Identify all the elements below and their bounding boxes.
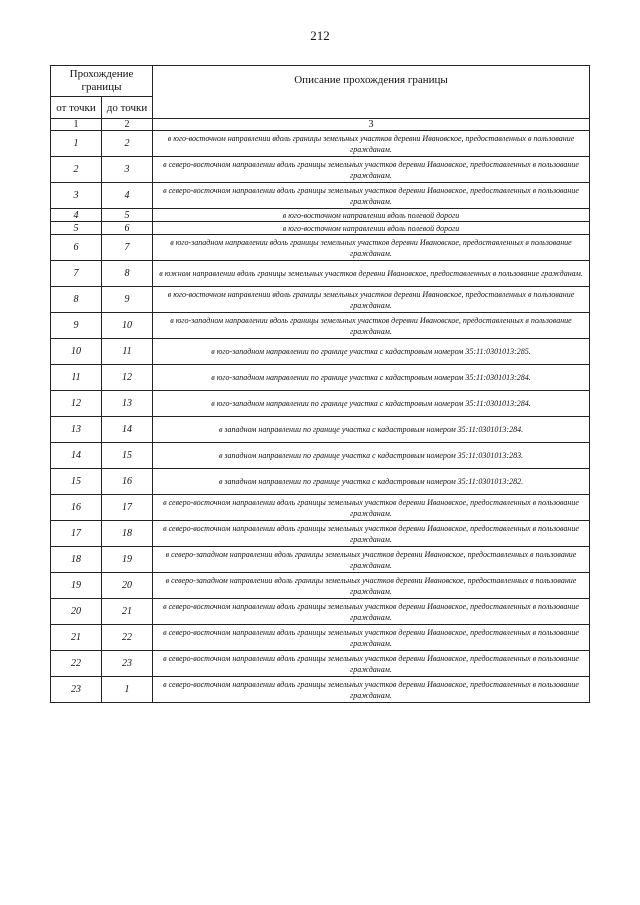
to-point-cell: 17 [102,495,153,521]
table-row [51,157,590,183]
to-point-cell: 14 [102,417,153,443]
table-row [51,365,590,391]
column-number: 2 [102,119,153,131]
from-point-cell: 1 [51,131,102,157]
table-header [51,66,590,131]
table-row [51,651,590,677]
to-point-cell: 6 [102,222,153,235]
description-cell: в северо-восточном направлении вдоль границы земельных участков деревни Ивановское, предоставленных в пользование гражданам. [153,677,590,703]
description-cell: в северо-восточном направлении вдоль границы земельных участков деревни Ивановское, предоставленных в пользование гражданам. [153,495,590,521]
from-point-cell: 19 [51,573,102,599]
from-point-cell: 3 [51,183,102,209]
from-point-cell: 12 [51,391,102,417]
description-cell: в северо-восточном направлении вдоль границы земельных участков деревни Ивановское, предоставленных в пользование гражданам. [153,157,590,183]
table-row [51,443,590,469]
to-point-cell: 2 [102,131,153,157]
header-boundary-passage: Прохождение границы [51,66,153,97]
to-point-cell: 3 [102,157,153,183]
table-row [51,261,590,287]
table-row [51,391,590,417]
description-cell: в южном направлении вдоль границы земельных участков деревни Ивановское, предоставленных в пользование гражданам. [153,261,590,287]
table-row [51,417,590,443]
from-point-cell: 11 [51,365,102,391]
from-point-cell: 4 [51,209,102,222]
from-point-cell: 15 [51,469,102,495]
description-cell: в северо-восточном направлении вдоль границы земельных участков деревни Ивановское, предоставленных в пользование гражданам. [153,651,590,677]
to-point-cell: 4 [102,183,153,209]
description-cell: в юго-западном направлении по границе участка с кадастровым номером 35:11:0301013:284. [153,365,590,391]
to-point-cell: 8 [102,261,153,287]
to-point-cell: 18 [102,521,153,547]
table-row [51,209,590,222]
table-row [51,183,590,209]
from-point-cell: 22 [51,651,102,677]
from-point-cell: 10 [51,339,102,365]
to-point-cell: 1 [102,677,153,703]
description-cell: в юго-восточном направлении вдоль границы земельных участков деревни Ивановское, предоставленных в пользование гражданам. [153,287,590,313]
from-point-cell: 2 [51,157,102,183]
table-row [51,339,590,365]
from-point-cell: 23 [51,677,102,703]
header-to-point: до точки [102,97,153,119]
description-cell: в северо-восточном направлении вдоль границы земельных участков деревни Ивановское, предоставленных в пользование гражданам. [153,521,590,547]
to-point-cell: 12 [102,365,153,391]
to-point-cell: 15 [102,443,153,469]
column-number: 3 [153,119,590,131]
description-cell: в северо-восточном направлении вдоль границы земельных участков деревни Ивановское, предоставленных в пользование гражданам. [153,183,590,209]
header-description: Описание прохождения границы [153,66,590,119]
page-number: 212 [310,28,330,43]
from-point-cell: 21 [51,625,102,651]
to-point-cell: 22 [102,625,153,651]
table-row [51,469,590,495]
description-cell: в юго-западном направлении по границе участка с кадастровым номером 35:11:0301013:284. [153,391,590,417]
table-row [51,495,590,521]
description-cell: в северо-западном направлении вдоль границы земельных участков деревни Ивановское, предоставленных в пользование гражданам. [153,573,590,599]
from-point-cell: 17 [51,521,102,547]
from-point-cell: 16 [51,495,102,521]
to-point-cell: 9 [102,287,153,313]
to-point-cell: 5 [102,209,153,222]
table-row [51,313,590,339]
description-cell: в юго-западном направлении вдоль границы земельных участков деревни Ивановское, предоставленных в пользование гражданам. [153,235,590,261]
description-cell: в западном направлении по границе участка с кадастровым номером 35:11:0301013:284. [153,417,590,443]
description-cell: в западном направлении по границе участка с кадастровым номером 35:11:0301013:283. [153,443,590,469]
table-body [51,131,590,703]
description-cell: в юго-западном направлении по границе участка с кадастровым номером 35:11:0301013:285. [153,339,590,365]
table-row [51,599,590,625]
to-point-cell: 10 [102,313,153,339]
to-point-cell: 7 [102,235,153,261]
from-point-cell: 5 [51,222,102,235]
table-row [51,287,590,313]
from-point-cell: 14 [51,443,102,469]
table-row [51,521,590,547]
to-point-cell: 20 [102,573,153,599]
table-row [51,235,590,261]
to-point-cell: 19 [102,547,153,573]
table-row [51,222,590,235]
description-cell: в северо-восточном направлении вдоль границы земельных участков деревни Ивановское, предоставленных в пользование гражданам. [153,625,590,651]
description-cell: в юго-восточном направлении вдоль полевой дороги [153,222,590,235]
table-row [51,677,590,703]
table-row [51,547,590,573]
to-point-cell: 13 [102,391,153,417]
to-point-cell: 16 [102,469,153,495]
to-point-cell: 21 [102,599,153,625]
header-from-point: от точки [51,97,102,119]
from-point-cell: 18 [51,547,102,573]
description-cell: в юго-западном направлении вдоль границы земельных участков деревни Ивановское, предоставленных в пользование гражданам. [153,313,590,339]
to-point-cell: 11 [102,339,153,365]
to-point-cell: 23 [102,651,153,677]
from-point-cell: 9 [51,313,102,339]
boundary-table [50,65,590,703]
description-cell: в юго-восточном направлении вдоль границы земельных участков деревни Ивановское, предоставленных в пользование гражданам. [153,131,590,157]
description-cell: в юго-восточном направлении вдоль полевой дороги [153,209,590,222]
table-row [51,131,590,157]
from-point-cell: 20 [51,599,102,625]
from-point-cell: 13 [51,417,102,443]
from-point-cell: 8 [51,287,102,313]
description-cell: в северо-восточном направлении вдоль границы земельных участков деревни Ивановское, предоставленных в пользование гражданам. [153,599,590,625]
column-number: 1 [51,119,102,131]
from-point-cell: 6 [51,235,102,261]
table-row [51,573,590,599]
description-cell: в северо-западном направлении вдоль границы земельных участков деревни Ивановское, предоставленных в пользование гражданам. [153,547,590,573]
from-point-cell: 7 [51,261,102,287]
description-cell: в западном направлении по границе участка с кадастровым номером 35:11:0301013:282. [153,469,590,495]
table-row [51,625,590,651]
